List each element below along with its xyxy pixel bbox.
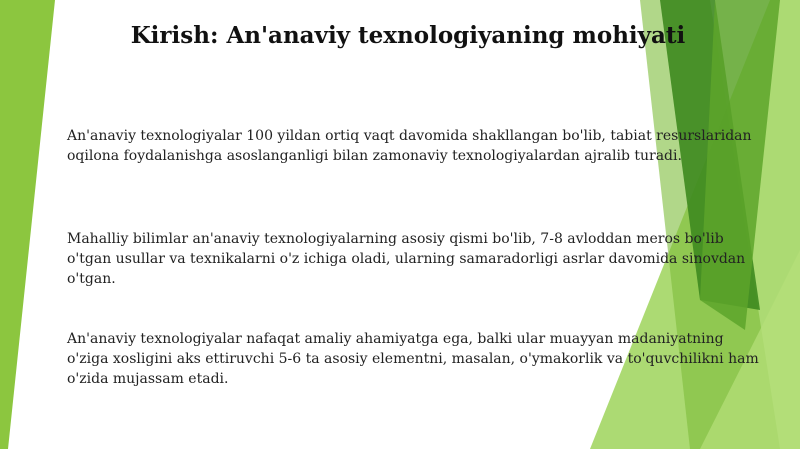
paragraph-2: Mahalliy bilimlar an'anaviy texnologiyalarning asosiy qismi bo'lib, 7-8 avloddan meros bo'lib o'tgan usullar va texnikalarni o'z ichiga oladi, ularning samaradorligi asrlar davomida sinovdan o'tgan. — [67, 231, 746, 287]
paragraph-3: An'anaviy texnologiyalar nafaqat amaliy ahamiyatga ega, balki ular muayyan madaniyatning o'ziga xosligini aks ettiruvchi 5-6 ta asosiy elementni, masalan, o'ymakorlik va to'quvchilikni ham o'zida mujassam etadi. — [67, 331, 759, 387]
paragraph-1: An'anaviy texnologiyalar 100 yildan ortiq vaqt davomida shakllangan bo'lib, tabiat resurslaridan oqilona foydalanishga asoslanganligi bilan zamonaviy texnologiyalardan ajralib turadi. — [67, 128, 752, 164]
slide-title: Kirish: An'anaviy texnologiyaning mohiyati — [130, 22, 686, 49]
left-green-stripe — [0, 0, 55, 449]
